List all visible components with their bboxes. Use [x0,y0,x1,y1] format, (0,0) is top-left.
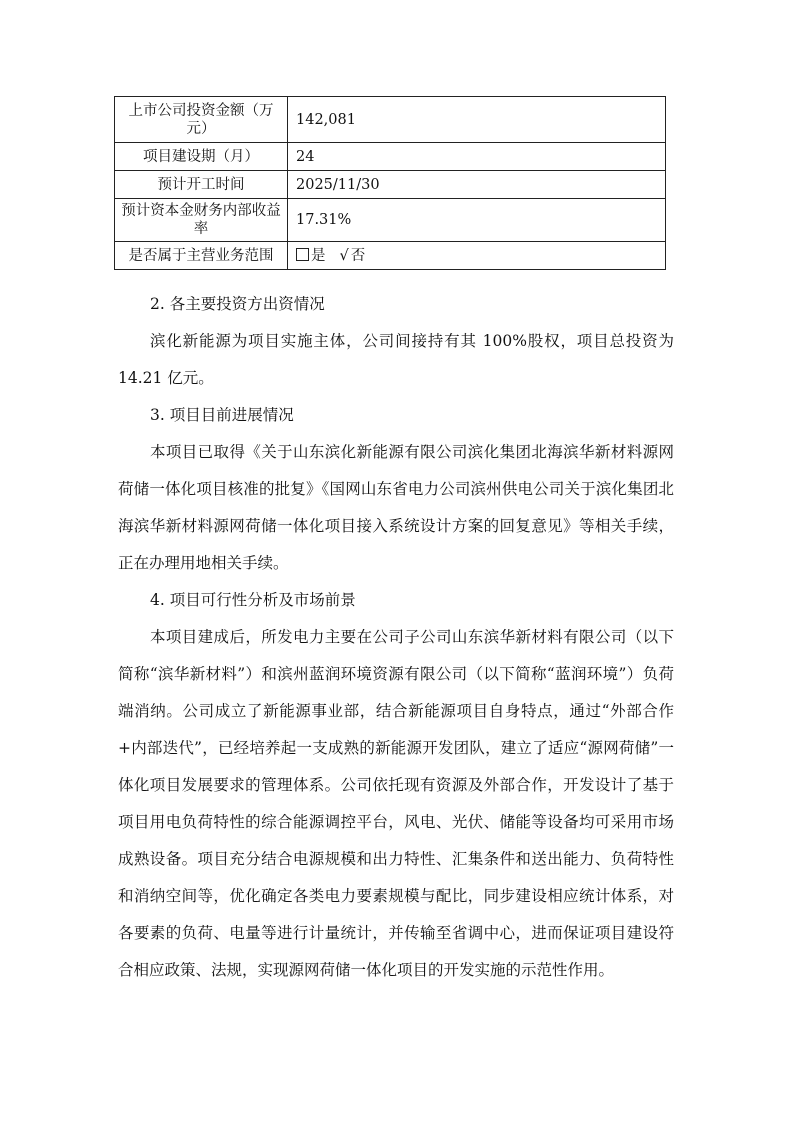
section-heading-feasibility: 4. 项目可行性分析及市场前景 [150,591,356,609]
document-body [118,286,674,989]
project-info-table [114,96,666,270]
table-row [115,97,666,143]
row-value-start-date: 2025/11/30 [288,171,666,199]
table-row [115,171,666,199]
table-row [115,242,666,270]
row-label-irr: 预计资本金财务内部收益率 [115,199,288,242]
option-yes-label: 是 [311,247,326,264]
row-label-investment: 上市公司投资金额（万元） [115,97,288,143]
row-label-main-business: 是否属于主营业务范围 [115,242,288,270]
row-value-construction-period: 24 [288,143,666,171]
checkbox-empty-icon [296,248,309,261]
row-label-construction-period: 项目建设期（月） [115,143,288,171]
section-heading-progress: 3. 项目目前进展情况 [150,406,294,424]
row-value-main-business [288,242,666,270]
section-paragraph-progress: 本项目已取得《关于山东滨化新能源有限公司滨化集团北海滨华新材料源网荷储一体化项目核准的批复》《国网山东省电力公司滨州供电公司关于滨化集团北海滨华新材料源网荷储一体化项目接入系统设计方案的回复意见》等相关手续，正在办理用地相关手续。 [118,443,674,572]
checkmark-icon: √ [339,247,349,264]
row-value-investment: 142,081 [288,97,666,143]
section-paragraph-feasibility: 本项目建成后，所发电力主要在公司子公司山东滨华新材料有限公司（以下简称“滨华新材料”）和滨州蓝润环境资源有限公司（以下简称“蓝润环境”）负荷端消纳。公司成立了新能源事业部，结合新能源项目自身特点，通过“外部合作+内部迭代”，已经培养起一支成熟的新能源开发团队，建立了适应“源网荷储”一体化项目发展要求的管理体系。公司依托现有资源及外部合作，开发设计了基于项目用电负荷特性的综合能源调控平台，风电、光伏、储能等设备均可采用市场成熟设备。项目充分结合电源规模和出力特性、汇集条件和送出能力、负荷特性和消纳空间等，优化确定各类电力要素规模与配比，同步建设相应统计体系，对各要素的负荷、电量等进行计量统计，并传输至省调中心，进而保证项目建设符合相应政策、法规，实现源网荷储一体化项目的开发实施的示范性作用。 [118,628,674,979]
option-no-label: 否 [350,247,366,264]
row-label-start-date: 预计开工时间 [115,171,288,199]
section-heading-investors: 2. 各主要投资方出资情况 [150,295,325,313]
section-paragraph-investors: 滨化新能源为项目实施主体，公司间接持有其 100%股权，项目总投资为 14.21 亿元。 [118,332,674,387]
row-value-irr: 17.31% [288,199,666,242]
table-row [115,143,666,171]
table-row [115,199,666,242]
